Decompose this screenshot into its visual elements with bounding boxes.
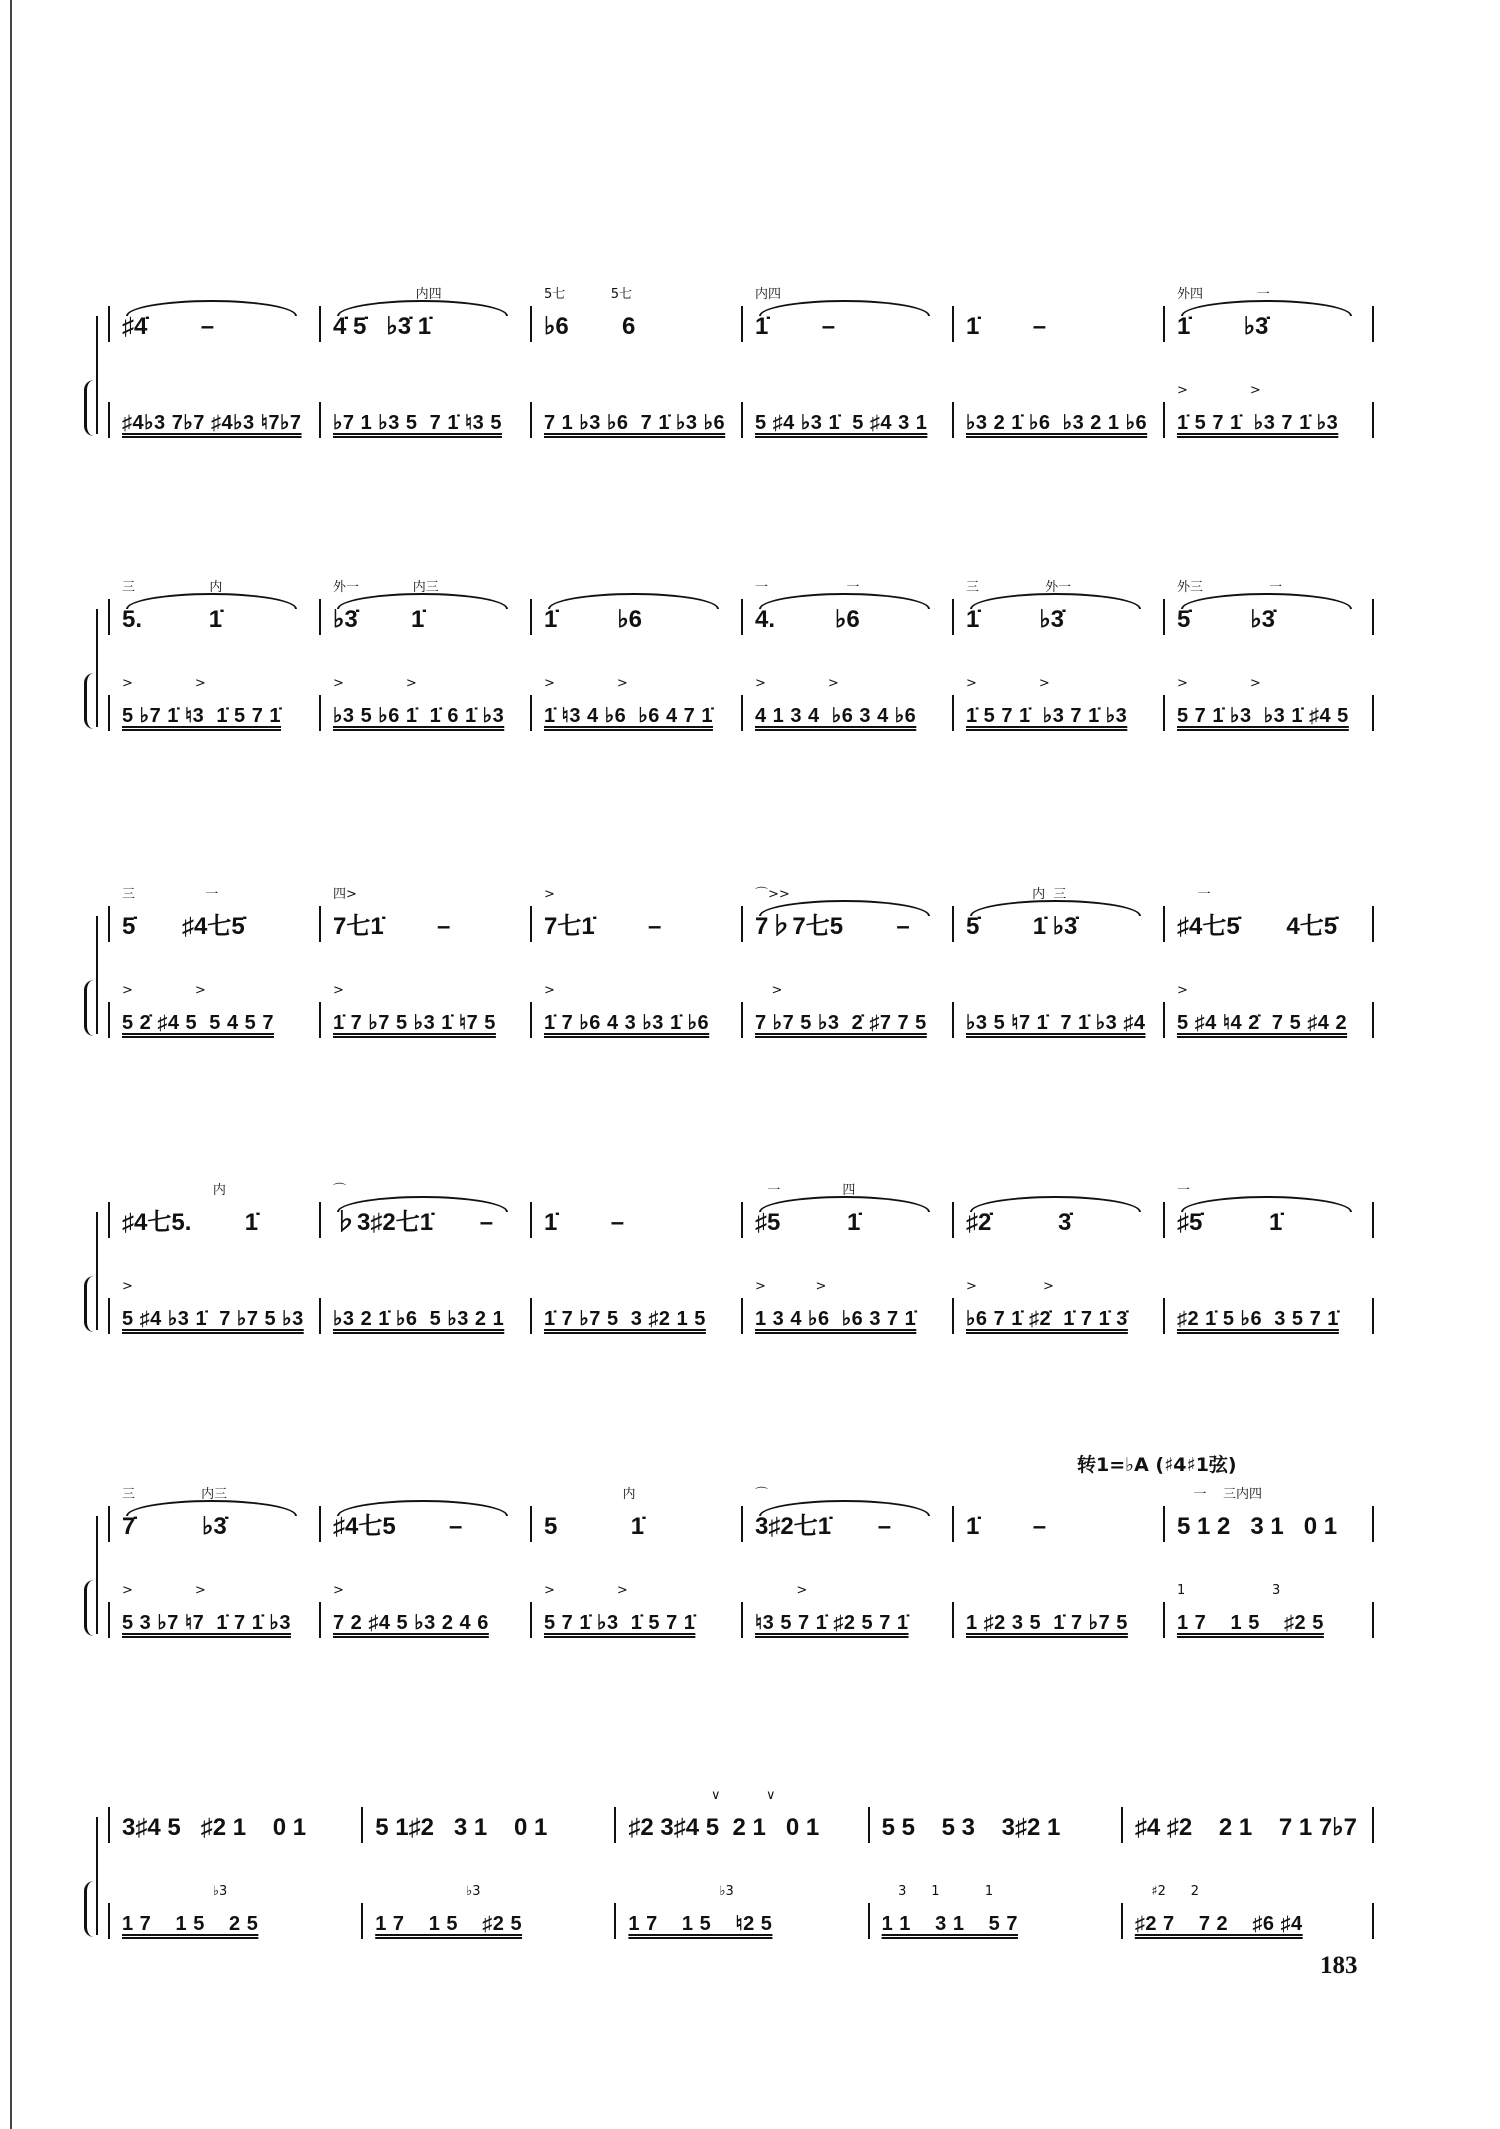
performance-marks: 内 xyxy=(544,1487,636,1502)
measure xyxy=(1163,976,1374,1042)
accompaniment-staff xyxy=(108,1877,1374,1943)
measure xyxy=(741,1272,952,1338)
notes: 5 7 1̇ ♭3 1̇ 5 7 1̇ xyxy=(544,1612,696,1634)
page-number: 183 xyxy=(1320,1952,1358,1979)
performance-marks: ♭3 xyxy=(375,1884,481,1899)
measure xyxy=(952,1176,1163,1242)
performance-marks: 一 四 xyxy=(755,1183,856,1198)
notes: 4. ♭6 xyxy=(755,606,860,633)
notes: 5 1♯2 3 1 0 1 xyxy=(375,1814,548,1841)
notes: ♯4七5. 1̇ xyxy=(122,1209,259,1236)
performance-marks: 三 内三 xyxy=(122,1487,228,1502)
performance-marks xyxy=(952,280,1163,308)
performance-marks xyxy=(108,1781,361,1809)
system-bracket xyxy=(96,916,98,1034)
performance-marks: > > xyxy=(966,1279,1054,1294)
measure xyxy=(741,573,952,639)
performance-marks: > xyxy=(333,1583,344,1598)
measure xyxy=(319,376,530,442)
measure xyxy=(108,376,319,442)
notes: ♯4♭3 7♭7 ♯4♭3 ♮7♭7 xyxy=(122,412,302,434)
performance-marks xyxy=(952,976,1163,1004)
performance-marks xyxy=(530,1272,741,1300)
accompaniment-brace xyxy=(84,1276,96,1332)
notes: ♯4七5 – xyxy=(333,1513,463,1540)
system-3 xyxy=(108,880,1374,1042)
notes: ♯2 1̇ 5 ♭6 3 5 7 1̇ xyxy=(1177,1308,1339,1330)
measure xyxy=(530,1272,741,1338)
performance-marks: ∨ ∨ xyxy=(628,1788,776,1803)
measure xyxy=(319,1480,530,1546)
performance-marks: 一 xyxy=(1177,887,1211,902)
measure xyxy=(614,1781,867,1847)
notes: 5 5 5 3 3♯2 1 xyxy=(881,1814,1061,1841)
performance-marks: > > xyxy=(544,1583,628,1598)
performance-marks: 一 三内四 xyxy=(1177,1487,1263,1502)
notes: 7 1 ♭3 ♭6 7 1̇ ♭3 ♭6 xyxy=(544,412,726,434)
notes: 4 1 3 4 ♭6 3 4 ♭6 xyxy=(755,705,917,727)
performance-marks: > > xyxy=(333,676,417,691)
performance-marks: 5七 5七 xyxy=(544,287,632,302)
measure xyxy=(530,976,741,1042)
notes: 7̇ ♭3̇ xyxy=(122,1513,227,1540)
performance-marks: > > xyxy=(544,676,628,691)
performance-marks xyxy=(108,376,319,404)
measure xyxy=(108,1576,319,1642)
notes: 1̇ – xyxy=(966,313,1047,340)
performance-marks: 内 xyxy=(122,1183,226,1198)
measure xyxy=(319,280,530,346)
notes: 7 2 ♯4 5 ♭3 2 4 6 xyxy=(333,1612,489,1634)
performance-marks: ♯2 2 xyxy=(1134,1884,1199,1899)
notes: 5. 1̇ xyxy=(122,606,223,633)
notes: 1̇ 7 ♭7 5 3 ♯2 1 5 xyxy=(544,1308,706,1330)
notes: 1̇ – xyxy=(544,1209,625,1236)
measure xyxy=(868,1781,1121,1847)
system-1 xyxy=(108,280,1374,442)
performance-marks: 内四 xyxy=(755,287,782,302)
notes: ♭6 7 1̇ ♯2̇ 1̇ 7 1̇ 3̇ xyxy=(966,1308,1128,1330)
performance-marks: 内 三 xyxy=(966,887,1067,902)
notes: ♭3 5 ♮7 1̇ 7 1̇ ♭3 ♯4 xyxy=(966,1012,1146,1034)
system-bracket xyxy=(96,609,98,727)
performance-marks: ⌒ xyxy=(333,1183,347,1198)
performance-marks: > > xyxy=(1177,383,1261,398)
measure xyxy=(741,1176,952,1242)
measure xyxy=(319,1176,530,1242)
measure xyxy=(530,573,741,639)
measure xyxy=(952,976,1163,1042)
notes: ♭7 1 ♭3 5 7 1̇ ♮3 5 xyxy=(333,412,502,434)
measure xyxy=(108,280,319,346)
system-bracket xyxy=(96,316,98,434)
performance-marks: ⌒ xyxy=(755,1487,769,1502)
performance-marks: > > xyxy=(966,676,1050,691)
accompaniment-staff xyxy=(108,669,1374,735)
notes: ♭3 5 ♭6 1̇ 1̇ 6 1̇ ♭3 xyxy=(333,705,505,727)
notes: 5 1̇ xyxy=(544,1513,645,1540)
measure xyxy=(319,669,530,735)
notes: 7 ♭7 5 ♭3 2̇ ♯7 7 5 xyxy=(755,1012,927,1034)
accompaniment-brace xyxy=(84,1881,96,1937)
notes: 5̇ ♭3̇ xyxy=(1177,606,1276,633)
notes: 7♭7七5 – xyxy=(755,913,910,940)
measure xyxy=(108,976,319,1042)
performance-marks: > xyxy=(122,1279,133,1294)
performance-marks xyxy=(361,1781,614,1809)
performance-marks: > xyxy=(544,983,555,998)
notes: 5 1 2 3 1 0 1 xyxy=(1177,1513,1338,1540)
measure xyxy=(614,1877,867,1943)
notes: 1 7 1 5 ♯2 5 xyxy=(1177,1612,1324,1634)
performance-marks: > > xyxy=(755,676,839,691)
performance-marks xyxy=(530,376,741,404)
performance-marks xyxy=(319,376,530,404)
measure xyxy=(530,376,741,442)
measure xyxy=(530,1176,741,1242)
accompaniment-staff xyxy=(108,1272,1374,1338)
notes: ♯2̇ 3̇ xyxy=(966,1209,1072,1236)
notes: ♭3 2 1̇ ♭6 ♭3 2 1 ♭6 xyxy=(966,412,1148,434)
notes: 1̇ 5 7 1̇ ♭3 7 1̇ ♭3 xyxy=(1177,412,1339,434)
measure xyxy=(952,1576,1163,1642)
solo-staff xyxy=(108,1781,1374,1847)
measure xyxy=(952,376,1163,442)
measure xyxy=(530,280,741,346)
solo-staff xyxy=(108,1480,1374,1546)
measure xyxy=(108,669,319,735)
measure xyxy=(108,1480,319,1546)
system-4 xyxy=(108,1176,1374,1338)
measure xyxy=(108,1272,319,1338)
system-bracket xyxy=(96,1817,98,1935)
measure xyxy=(741,376,952,442)
accompaniment-staff xyxy=(108,376,1374,442)
measure xyxy=(952,1272,1163,1338)
performance-marks: > xyxy=(755,983,783,998)
performance-marks: > > xyxy=(122,1583,206,1598)
measure xyxy=(741,280,952,346)
accompaniment-brace xyxy=(84,980,96,1036)
performance-marks: 一 xyxy=(1177,1183,1191,1198)
notes: 5̇ 1̇ ♭3̇ xyxy=(966,913,1078,940)
system-5 xyxy=(108,1480,1374,1642)
measure xyxy=(530,1480,741,1546)
performance-marks: > xyxy=(755,1583,808,1598)
measure xyxy=(361,1781,614,1847)
notes: ♯4̇ – xyxy=(122,313,215,340)
measure xyxy=(1121,1877,1374,1943)
measure xyxy=(952,573,1163,639)
measure xyxy=(319,573,530,639)
notes: ♯4七5̇ 4七5̇ xyxy=(1177,913,1338,940)
measure xyxy=(108,1176,319,1242)
measure xyxy=(319,1272,530,1338)
notes: 5 ♯4 ♭3 1̇ 7 ♭7 5 ♭3 xyxy=(122,1308,304,1330)
measure xyxy=(952,880,1163,946)
measure xyxy=(1121,1781,1374,1847)
notes: 5 ♯4 ♮4 2̇ 7 5 ♯4 2 xyxy=(1177,1012,1348,1034)
accompaniment-brace xyxy=(84,1580,96,1636)
notes: 7七1̇ – xyxy=(333,913,451,940)
measure xyxy=(1163,1176,1374,1242)
measure xyxy=(741,1576,952,1642)
notes: 1̇ – xyxy=(755,313,836,340)
notes: 5̇ ♯4七5̇ xyxy=(122,913,245,940)
notes: 1̇ ♭3̇ xyxy=(966,606,1065,633)
measure xyxy=(1163,1480,1374,1546)
accompaniment-brace xyxy=(84,380,96,436)
performance-marks: 三 一 xyxy=(122,887,219,902)
measure xyxy=(108,880,319,946)
performance-marks: > xyxy=(1177,983,1188,998)
measure xyxy=(108,573,319,639)
system-bracket xyxy=(96,1516,98,1634)
performance-marks xyxy=(952,1480,1163,1508)
key-change-heading: 转1=♭A (♯4♯1弦) xyxy=(1077,1454,1237,1476)
performance-marks: > > xyxy=(1177,676,1261,691)
notes: 1̇ 7 ♭6 4 3 ♭3 1̇ ♭6 xyxy=(544,1012,710,1034)
notes: 1 7 1 5 2 5 xyxy=(122,1913,259,1935)
accompaniment-staff xyxy=(108,976,1374,1042)
measure xyxy=(952,669,1163,735)
system-bracket xyxy=(96,1212,98,1330)
notes: 1̇ 7 ♭7 5 ♭3 1̇ ♮7 5 xyxy=(333,1012,496,1034)
performance-marks xyxy=(952,1576,1163,1604)
measure xyxy=(741,669,952,735)
system-2 xyxy=(108,573,1374,735)
solo-staff xyxy=(108,1176,1374,1242)
measure xyxy=(108,1877,361,1943)
measure xyxy=(1163,1272,1374,1338)
notes: ♭3 2 1̇ ♭6 5 ♭3 2 1 xyxy=(333,1308,505,1330)
performance-marks: > > xyxy=(122,676,206,691)
notes: ♮3 5 7 1̇ ♯2 5 7 1̇ xyxy=(755,1612,909,1634)
performance-marks: ♭3 xyxy=(122,1884,228,1899)
performance-marks: 三 外一 xyxy=(966,580,1072,595)
performance-marks: ♭3 xyxy=(628,1884,734,1899)
measure xyxy=(868,1877,1121,1943)
measure xyxy=(530,1576,741,1642)
notes: 1 7 1 5 ♮2 5 xyxy=(628,1913,773,1935)
notes: ♭3̇ 1̇ xyxy=(333,606,425,633)
notes: 5 2̇ ♯4 5 5 4 5 7 xyxy=(122,1012,274,1034)
performance-marks: 外一 内三 xyxy=(333,580,439,595)
notes: 5 ♯4 ♭3 1̇ 5 ♯4 3 1 xyxy=(755,412,928,434)
notes: ♯5̇ 1̇ xyxy=(1177,1209,1283,1236)
notes: 3♯4 5 ♯2 1 0 1 xyxy=(122,1814,307,1841)
performance-marks: 3 1 1 xyxy=(881,1884,994,1899)
notes: 1̇ ♮3 4 ♭6 ♭6 4 7 1̇ xyxy=(544,705,713,727)
measure xyxy=(108,1781,361,1847)
notes: 1 3 4 ♭6 ♭6 3 7 1̇ xyxy=(755,1308,917,1330)
performance-marks: > xyxy=(333,983,344,998)
performance-marks xyxy=(1121,1781,1374,1809)
performance-marks: 一 一 xyxy=(755,580,860,595)
measure xyxy=(1163,1576,1374,1642)
notes: 7七1̇ – xyxy=(544,913,662,940)
notes: 3♯2七1̇ – xyxy=(755,1513,892,1540)
measure xyxy=(530,669,741,735)
performance-marks xyxy=(1163,1272,1374,1300)
performance-marks xyxy=(530,1176,741,1204)
performance-marks xyxy=(741,376,952,404)
solo-staff xyxy=(108,280,1374,346)
accompaniment-staff xyxy=(108,1576,1374,1642)
measure xyxy=(1163,669,1374,735)
solo-staff xyxy=(108,880,1374,946)
page-edge xyxy=(10,0,12,2129)
notes: ♯4 ♯2 2 1 7 1 7♭7 xyxy=(1134,1814,1357,1841)
notes: ♯2 3♯4 5 2 1 0 1 xyxy=(628,1814,820,1841)
measure xyxy=(319,1576,530,1642)
performance-marks: 外四 一 xyxy=(1177,287,1270,302)
measure xyxy=(361,1877,614,1943)
measure xyxy=(319,880,530,946)
performance-marks: 内四 xyxy=(333,287,442,302)
notes: ♭3♯2七1̇ – xyxy=(333,1209,494,1236)
performance-marks xyxy=(952,376,1163,404)
measure xyxy=(741,1480,952,1546)
performance-marks: 四> xyxy=(333,887,357,902)
solo-staff xyxy=(108,573,1374,639)
notes: 1̇ ♭6 xyxy=(544,606,643,633)
measure xyxy=(1163,880,1374,946)
accompaniment-brace xyxy=(84,673,96,729)
notes: 1 ♯2 3 5 1̇ 7 ♭7 5 xyxy=(966,1612,1128,1634)
measure xyxy=(530,880,741,946)
performance-marks: > > xyxy=(122,983,206,998)
performance-marks: 1 3 xyxy=(1177,1583,1281,1598)
notes: ♯5 1̇ xyxy=(755,1209,861,1236)
performance-marks: 三 内 xyxy=(122,580,223,595)
performance-marks: 外三 一 xyxy=(1177,580,1283,595)
measure xyxy=(1163,280,1374,346)
notes: 1 1 3 1 5 7 xyxy=(881,1913,1018,1935)
performance-marks: > > xyxy=(755,1279,827,1294)
measure xyxy=(1163,376,1374,442)
notes: 1̇ ♭3̇ xyxy=(1177,313,1269,340)
performance-marks: > xyxy=(544,887,555,902)
measure xyxy=(319,976,530,1042)
notes: ♭6 6 xyxy=(544,313,636,340)
notes: 5 3 ♭7 ♮7 1̇ 7 1̇ ♭3 xyxy=(122,1612,291,1634)
notes: 1̇ – xyxy=(966,1513,1047,1540)
performance-marks xyxy=(868,1781,1121,1809)
notes: ♯2 7 7 2 ♯6 ♯4 xyxy=(1134,1913,1303,1935)
notes: 4̇ 5̇ ♭3̇ 1̇ xyxy=(333,313,432,340)
measure xyxy=(952,1480,1163,1546)
performance-marks: ⌒>> xyxy=(755,887,790,902)
measure xyxy=(1163,573,1374,639)
notes: 1̇ 5 7 1̇ ♭3 7 1̇ ♭3 xyxy=(966,705,1128,727)
notes: 5 7 1̇ ♭3 ♭3 1̇ ♯4 5 xyxy=(1177,705,1349,727)
notes: 5 ♭7 1̇ ♮3 1̇ 5 7 1̇ xyxy=(122,705,282,727)
measure xyxy=(741,880,952,946)
measure xyxy=(741,976,952,1042)
performance-marks xyxy=(319,1272,530,1300)
measure xyxy=(952,280,1163,346)
notes: 1 7 1 5 ♯2 5 xyxy=(375,1913,523,1935)
system-6 xyxy=(108,1781,1374,1943)
